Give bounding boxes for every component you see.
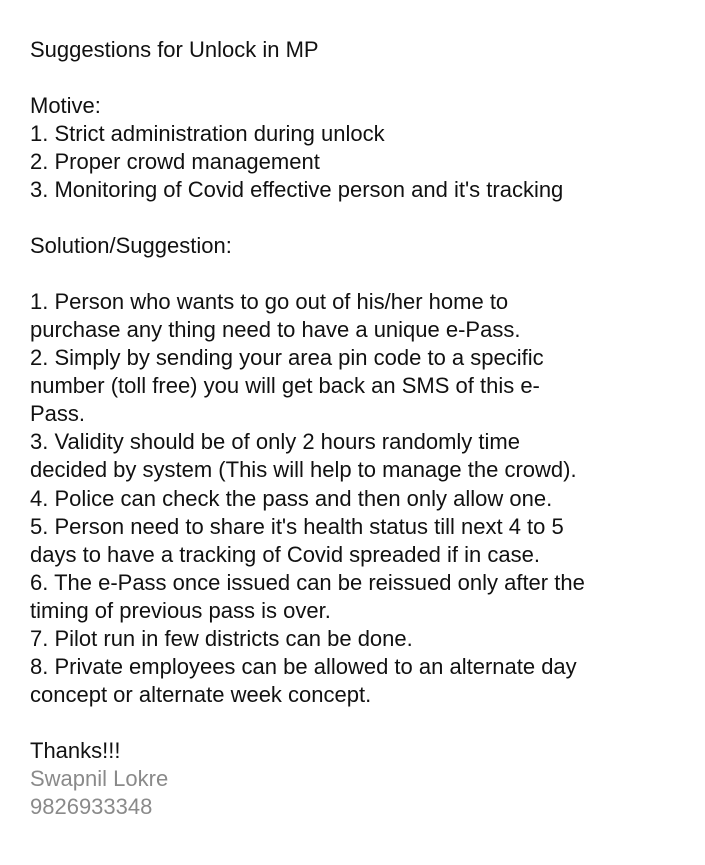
solution-line: 5. Person need to share it's health status till next 4 to 5	[30, 513, 564, 539]
motive-item: 3. Monitoring of Covid effective person and it's tracking	[30, 177, 564, 203]
solution-line: 1. Person who wants to go out of his/her home to	[30, 289, 509, 315]
closing-text: Thanks!!!	[30, 737, 121, 763]
solution-line: number (toll free) you will get back an SMS of this e-	[30, 373, 540, 399]
blank-line	[30, 260, 585, 288]
solution-line: days to have a tracking of Covid spreaded if in case.	[30, 541, 540, 567]
motive-item: 2. Proper crowd management	[30, 149, 320, 175]
motive-item: 1. Strict administration during unlock	[30, 121, 385, 147]
solution-line: decided by system (This will help to manage the crowd).	[30, 457, 577, 483]
solution-line: 4. Police can check the pass and then only allow one.	[30, 485, 553, 511]
signature-name: Swapnil Lokre	[30, 765, 169, 791]
solution-line: 8. Private employees can be allowed to an alternate day	[30, 653, 577, 679]
solution-line: timing of previous pass is over.	[30, 597, 331, 623]
solution-line: Pass.	[30, 401, 86, 427]
solution-line: concept or alternate week concept.	[30, 681, 372, 707]
solution-line: 3. Validity should be of only 2 hours randomly time	[30, 429, 520, 455]
solution-line: 7. Pilot run in few districts can be done.	[30, 625, 413, 651]
solution-line: purchase any thing need to have a unique e-Pass.	[30, 317, 521, 343]
message-body	[30, 36, 585, 821]
message-title: Suggestions for Unlock in MP	[30, 37, 319, 62]
blank-line	[30, 204, 585, 232]
blank-line	[30, 64, 585, 92]
solution-line: 2. Simply by sending your area pin code to a specific	[30, 345, 544, 371]
blank-line	[30, 709, 585, 737]
solution-line: 6. The e-Pass once issued can be reissued only after the	[30, 569, 585, 595]
signature-phone: 9826933348	[30, 793, 153, 819]
motive-heading: Motive:	[30, 93, 101, 119]
solution-heading: Solution/Suggestion:	[30, 233, 232, 259]
